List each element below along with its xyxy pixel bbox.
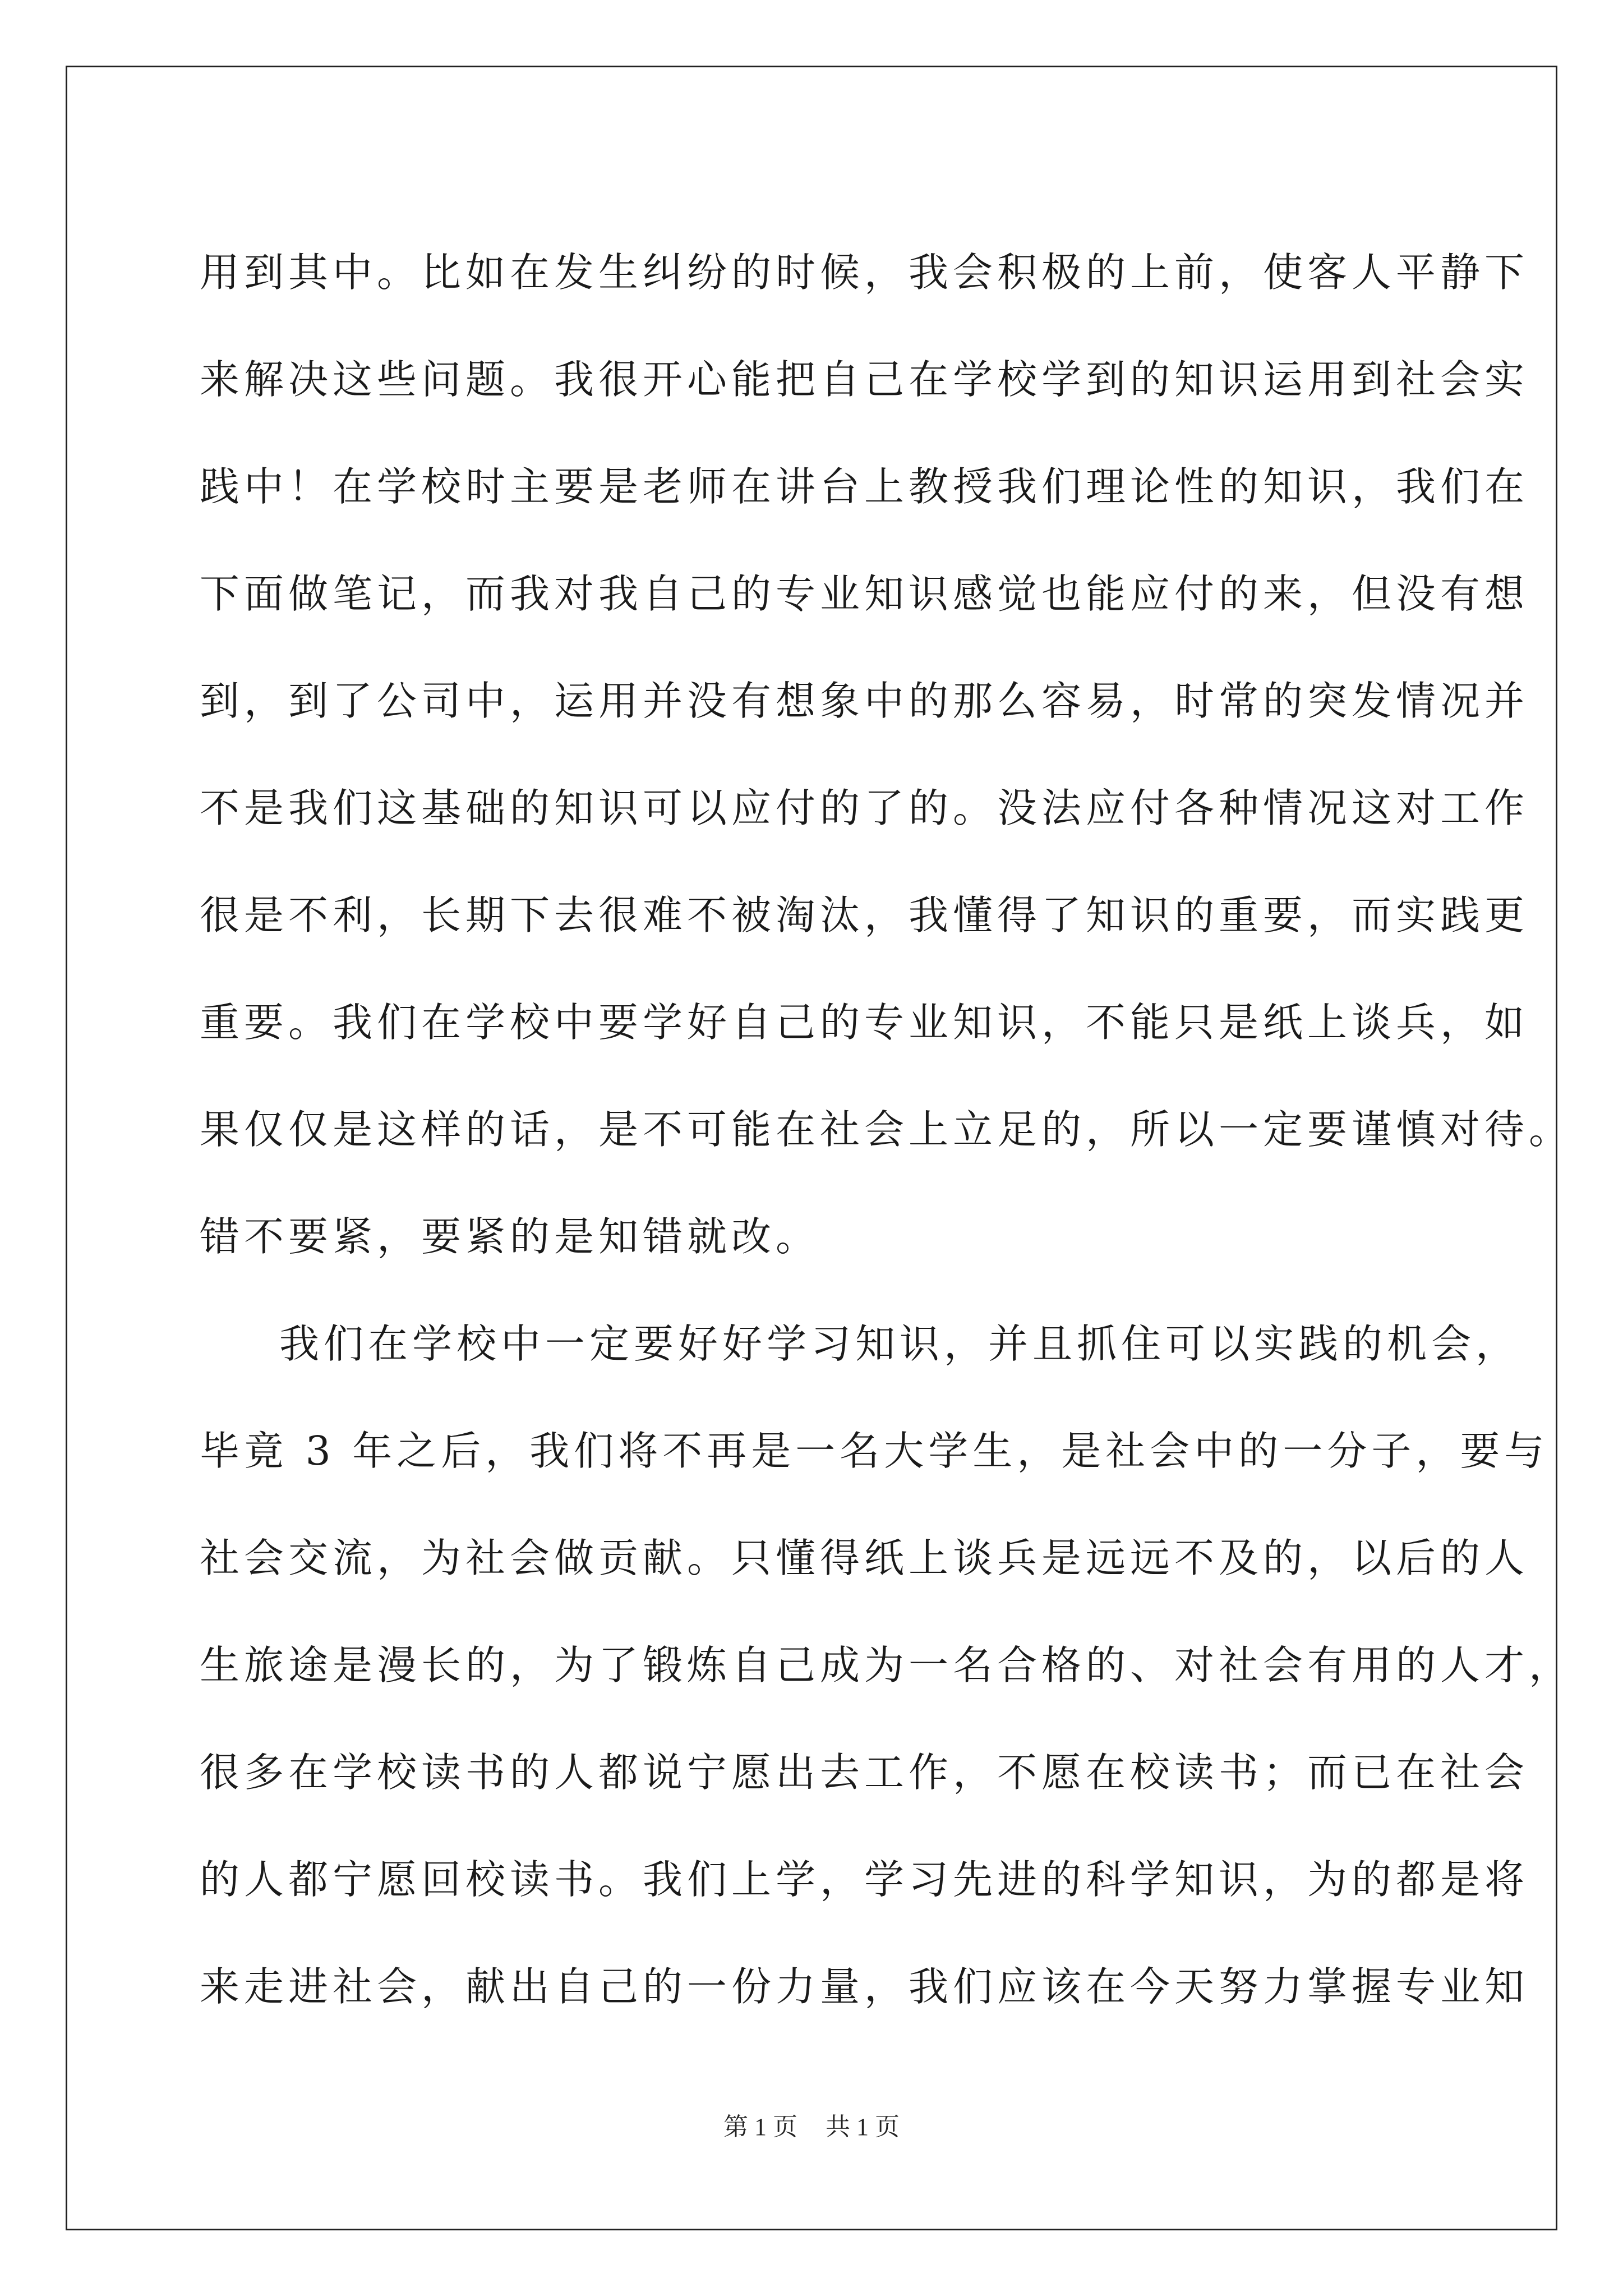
document-body <box>200 219 1574 2040</box>
page-total: 共 1 页 <box>826 2113 900 2141</box>
body-line: 错不要紧，要紧的是知错就改。 <box>200 1213 820 1260</box>
body-line-indented: 我们在学校中一定要好好学习知识，并且抓住可以实践的机会， <box>279 1320 1520 1367</box>
body-line: 来解决这些问题。我很开心能把自己在学校学到的知识运用到社会实 <box>200 356 1529 403</box>
body-line: 生旅途是漫长的，为了锻炼自己成为一名合格的、对社会有用的人才， <box>200 1642 1574 1688</box>
body-line: 用到其中。比如在发生纠纷的时候，我会积极的上前，使客人平静下 <box>200 249 1529 296</box>
body-line: 毕竟 3 年之后，我们将不再是一名大学生，是社会中的一分子，要与 <box>200 1428 1549 1474</box>
body-line: 的人都宁愿回校读书。我们上学，学习先进的科学知识，为的都是将 <box>200 1856 1529 1903</box>
body-line: 很是不利，长期下去很难不被淘汰，我懂得了知识的重要，而实践更 <box>200 892 1529 938</box>
body-line: 到，到了公司中，运用并没有想象中的那么容易，时常的突发情况并 <box>200 678 1529 724</box>
body-line: 践中！在学校时主要是老师在讲台上教授我们理论性的知识，我们在 <box>200 463 1529 510</box>
body-line: 重要。我们在学校中要学好自己的专业知识，不能只是纸上谈兵，如 <box>200 999 1529 1046</box>
body-line: 社会交流，为社会做贡献。只懂得纸上谈兵是远远不及的，以后的人 <box>200 1535 1529 1581</box>
body-line: 来走进社会，献出自己的一份力量，我们应该在今天努力掌握专业知 <box>200 1963 1529 2010</box>
body-line: 不是我们这基础的知识可以应付的了的。没法应付各种情况这对工作 <box>200 785 1529 831</box>
page-number: 第 1 页 <box>723 2113 797 2141</box>
body-line: 下面做笔记，而我对我自己的专业知识感觉也能应付的来，但没有想 <box>200 570 1529 617</box>
body-line: 果仅仅是这样的话，是不可能在社会上立足的，所以一定要谨慎对待。 <box>200 1106 1574 1153</box>
body-line: 很多在学校读书的人都说宁愿出去工作，不愿在校读书；而已在社会 <box>200 1749 1529 1796</box>
page-footer <box>0 2106 1623 2142</box>
